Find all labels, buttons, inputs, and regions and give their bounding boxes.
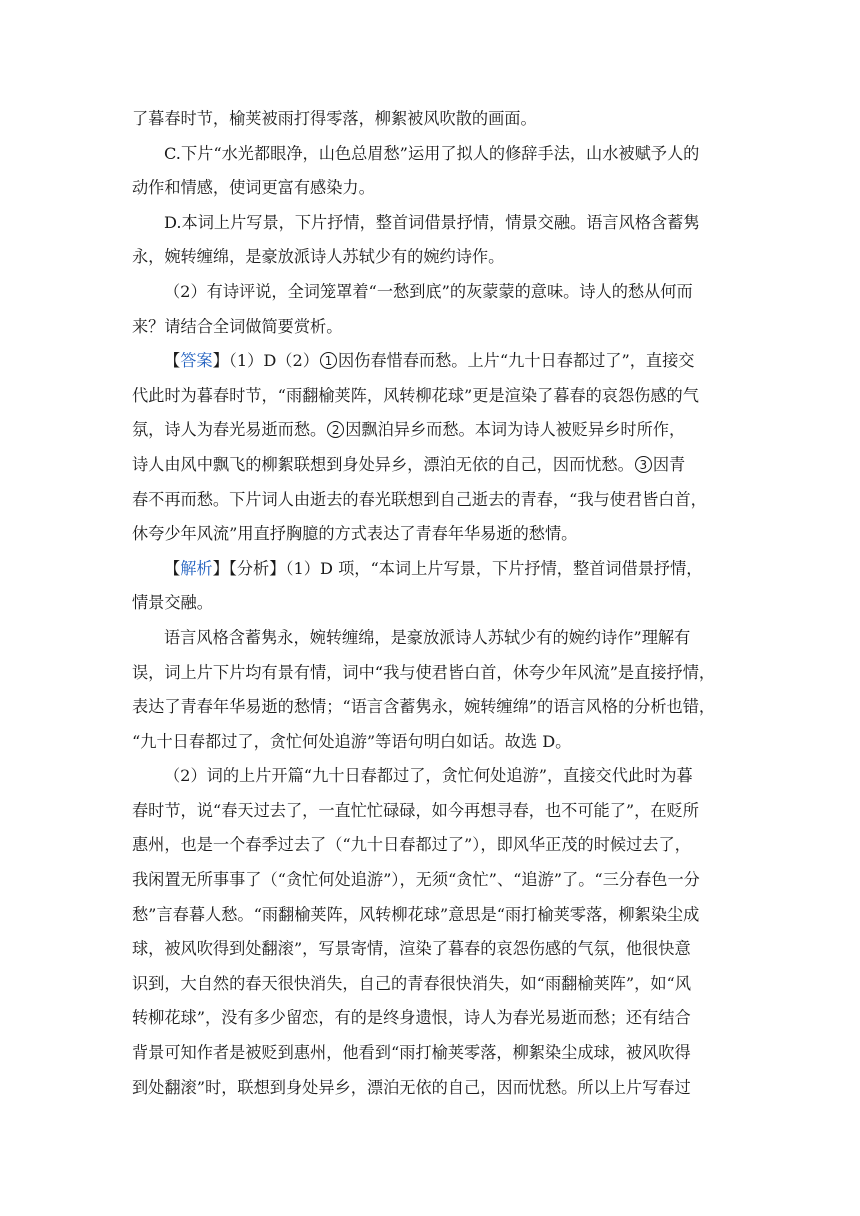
analysis-line: （2）词的上片开篇“九十日春都过了，贪忙何处追游”，直接交代此时为暮: [164, 766, 693, 786]
text-line: 来？请结合全词做简要赏析。: [132, 316, 343, 336]
answer-text: 因飘泊异乡而愁。本词为诗人被贬异乡时所作，: [345, 420, 686, 440]
analysis-line: 语言风格含蓄隽永，婉转缠绵，是豪放派诗人苏轼少有的婉约诗作”理解有: [164, 627, 691, 647]
analysis-label: 解析: [180, 558, 213, 578]
document-page: [132, 102, 732, 1105]
text-line: 动作和情感，使词更富有感染力。: [132, 178, 375, 198]
option-c-line: C.下片“水光都眼净，山色总眉愁”运用了拟人的修辞手法，山水被赋予人的: [164, 143, 700, 163]
answer-line: 休夸少年风流”用直抒胸臆的方式表达了青春年华易逝的愁情。: [132, 524, 578, 544]
analysis-bracket-close: 】: [212, 558, 229, 578]
answer-text: 因青: [652, 454, 686, 474]
analysis-line: 愁”言春暮人愁。“雨翻榆荚阵，风转柳花球”意思是“雨打榆荚零落，柳絮染尘成: [132, 904, 700, 924]
answer-text: 氛，诗人为春光易逝而愁。: [132, 420, 327, 440]
circled-number-2: 2: [327, 421, 344, 438]
analysis-line: 识到，大自然的春天很快消失，自己的青春很快消失，如“雨翻榆荚阵”，如“风: [132, 973, 692, 993]
answer-heading-line: [132, 344, 732, 379]
analysis-text: 【分析】（1）D 项，“本词上片写景，下片抒情，整首词借景抒情，: [228, 558, 703, 578]
circled-number-1: 1: [320, 352, 337, 369]
answer-line: 代此时为暮春时节，“雨翻榆荚阵，风转柳花球”更是渲染了暮春的哀怨伤感的气: [132, 385, 699, 405]
text-line: 了暮春时节，榆荚被雨打得零落，柳絮被风吹散的画面。: [132, 109, 537, 128]
circled-number-3: 3: [635, 456, 652, 473]
answer-label: 答案: [180, 351, 213, 371]
answer-line: [132, 413, 732, 448]
answer-intro: （1）D（2）: [228, 351, 319, 371]
analysis-line: 惠州，也是一个春季过去了（“九十日春都过了”），即风华正茂的时候过去了，: [132, 835, 691, 855]
analysis-line: 转柳花球”，没有多少留恋，有的是终身遗恨，诗人为春光易逝而愁；还有结合: [132, 1008, 691, 1028]
answer-text: 诗人由风中飘飞的柳絮联想到身处异乡，漂泊无依的自己，因而忧愁。: [132, 454, 634, 474]
analysis-line: 我闲置无所事事了（“贪忙何处追游”），无须“贪忙”、“追游”了。“三分春色一分: [132, 870, 700, 890]
analysis-line: 表达了青春年华易逝的愁情；“语言含蓄隽永，婉转缠绵”的语言风格的分析也错，: [132, 697, 716, 717]
answer-text: 因伤春惜春而愁。上片“九十日春都过了”，直接交: [337, 351, 695, 371]
analysis-bracket-open: 【: [164, 558, 181, 578]
answer-line: [132, 448, 732, 483]
analysis-line: 到处翻滚”时，联想到身处异乡，漂泊无依的自己，因而忧愁。所以上片写春过: [132, 1077, 691, 1097]
analysis-line: 球，被风吹得到处翻滚”，写景寄情，渲染了暮春的哀怨伤感的气氛，他很快意: [132, 939, 691, 959]
answer-bracket-close: 】: [212, 351, 229, 371]
option-d-line: D.本词上片写景，下片抒情，整首词借景抒情，情景交融。语言风格含蓄隽: [164, 212, 700, 232]
analysis-line: 误，词上片下片均有景有情，词中“我与使君皆白首，休夸少年风流”是直接抒情，: [132, 662, 716, 682]
analysis-line: “九十日春都过了，贪忙何处追游”等语句明白如话。故选 D。: [132, 731, 572, 751]
analysis-line: 背景可知作者是被贬到惠州，他看到“雨打榆荚零落，柳絮染尘成球，被风吹得: [132, 1043, 691, 1063]
text-line: 永，婉转缠绵，是豪放派诗人苏轼少有的婉约诗作。: [132, 247, 505, 267]
question-2-line: （2）有诗评说，全词笼罩着“一愁到底”的灰蒙蒙的意味。诗人的愁从何而: [164, 281, 693, 301]
analysis-heading-line: [132, 552, 732, 587]
analysis-line: 春时节，说“春天过去了，一直忙忙碌碌，如今再想寻春，也不可能了”，在贬所: [132, 800, 699, 820]
answer-line: 春不再而愁。下片词人由逝去的春光联想到自己逝去的青春，“我与使君皆白首，: [132, 489, 707, 509]
analysis-line: 情景交融。: [132, 593, 213, 613]
answer-bracket-open: 【: [164, 351, 181, 371]
